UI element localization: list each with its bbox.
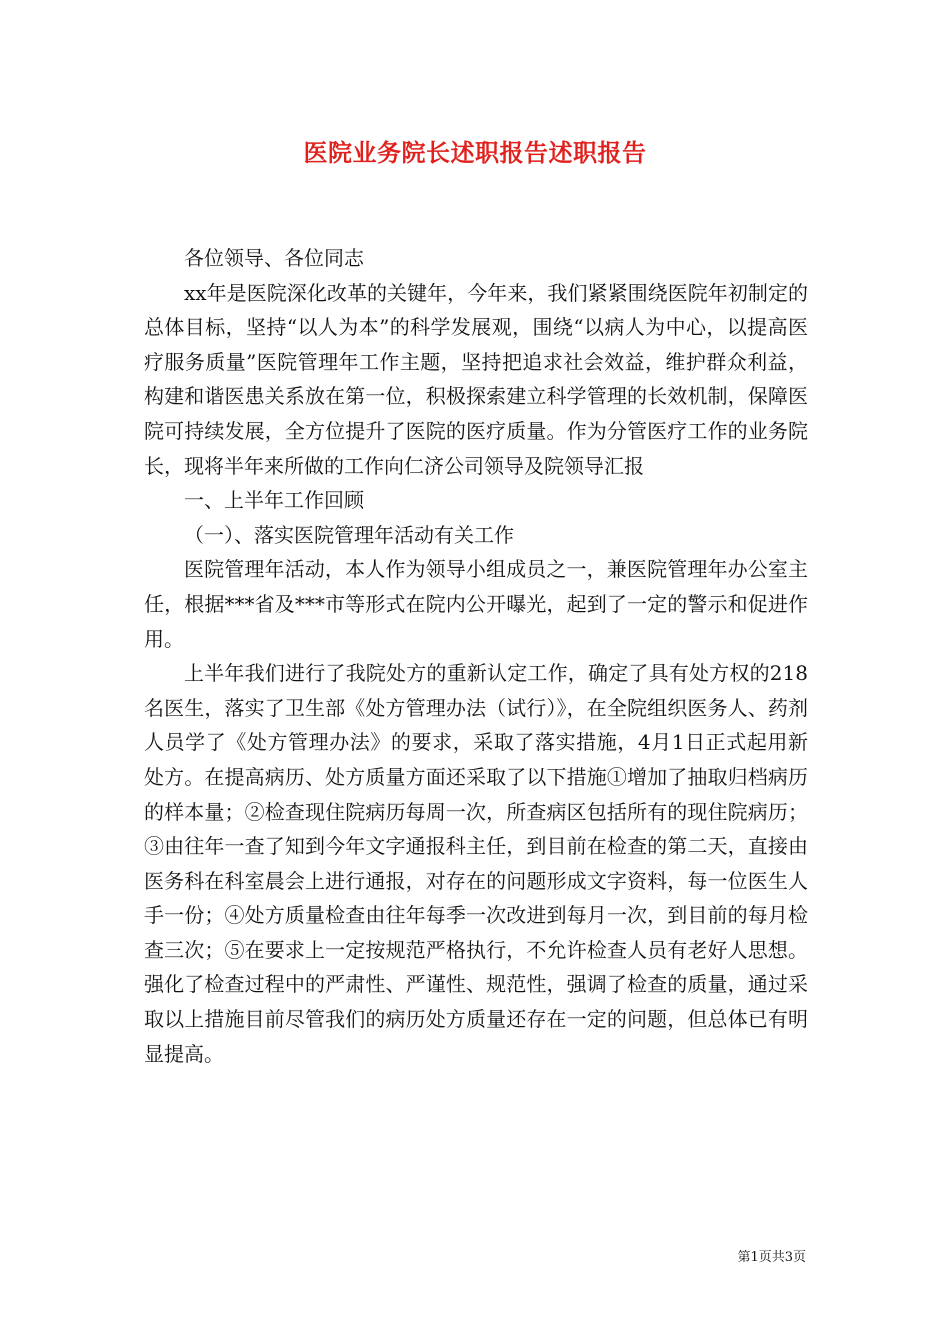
document-body (144, 241, 808, 1071)
body-paragraph: 上半年我们进行了我院处方的重新认定工作，确定了具有处方权的218名医生，落实了卫生部《处方管理办法（试行）》，在全院组织医务人、药剂人员学了《处方管理办法》的要求，采取了落实措施，4月1日正式起用新处方。在提高病历、处方质量方面还采取了以下措施①增加了抽取归档病历的样本量；②检查现住院病历每周一次，所查病区包括所有的现住院病历；③由往年一查了知到今年文字通报科主任，到目前在检查的第二天，直接由医务科在科室晨会上进行通报，对存在的问题形成文字资料，每一位医生人手一份；④处方质量检查由往年每季一次改进到每月一次，到目前的每月检查三次；⑤在要求上一定按规范严格执行，不允许检查人员有老好人思想。强化了检查过程中的严肃性、严谨性、规范性，强调了检查的质量，通过采取以上措施目前尽管我们的病历处方质量还存在一定的问题，但总体已有明显提高。 (144, 661, 808, 1066)
salutation-paragraph: 各位领导、各位同志 (184, 246, 364, 270)
body-paragraph: 医院管理年活动，本人作为领导小组成员之一，兼医院管理年办公室主任，根据***省及***市等形式在院内公开曝光，起到了一定的警示和促进作用。 (144, 557, 808, 651)
section-heading: 一、上半年工作回顾 (184, 488, 364, 513)
document-title: 医院业务院长述职报告述职报告 (303, 138, 647, 167)
page-number: 第1页共3页 (737, 1250, 806, 1265)
subsection-heading: （一）、落实医院管理年活动有关工作 (184, 522, 514, 547)
intro-paragraph: xx年是医院深化改革的关键年，今年来，我们紧紧围绕医院年初制定的总体目标，坚持“以人为本”的科学发展观，围绕“以病人为中心，以提高医疗服务质量”医院管理年工作主题，坚持把追求社会效益，维护群众利益，构建和谐医患关系放在第一位，积极探索建立科学管理的长效机制，保障医院可持续发展，全方位提升了医院的医疗质量。作为分管医疗工作的业务院长，现将半年来所做的工作向仁济公司领导及院领导汇报 (144, 280, 808, 478)
